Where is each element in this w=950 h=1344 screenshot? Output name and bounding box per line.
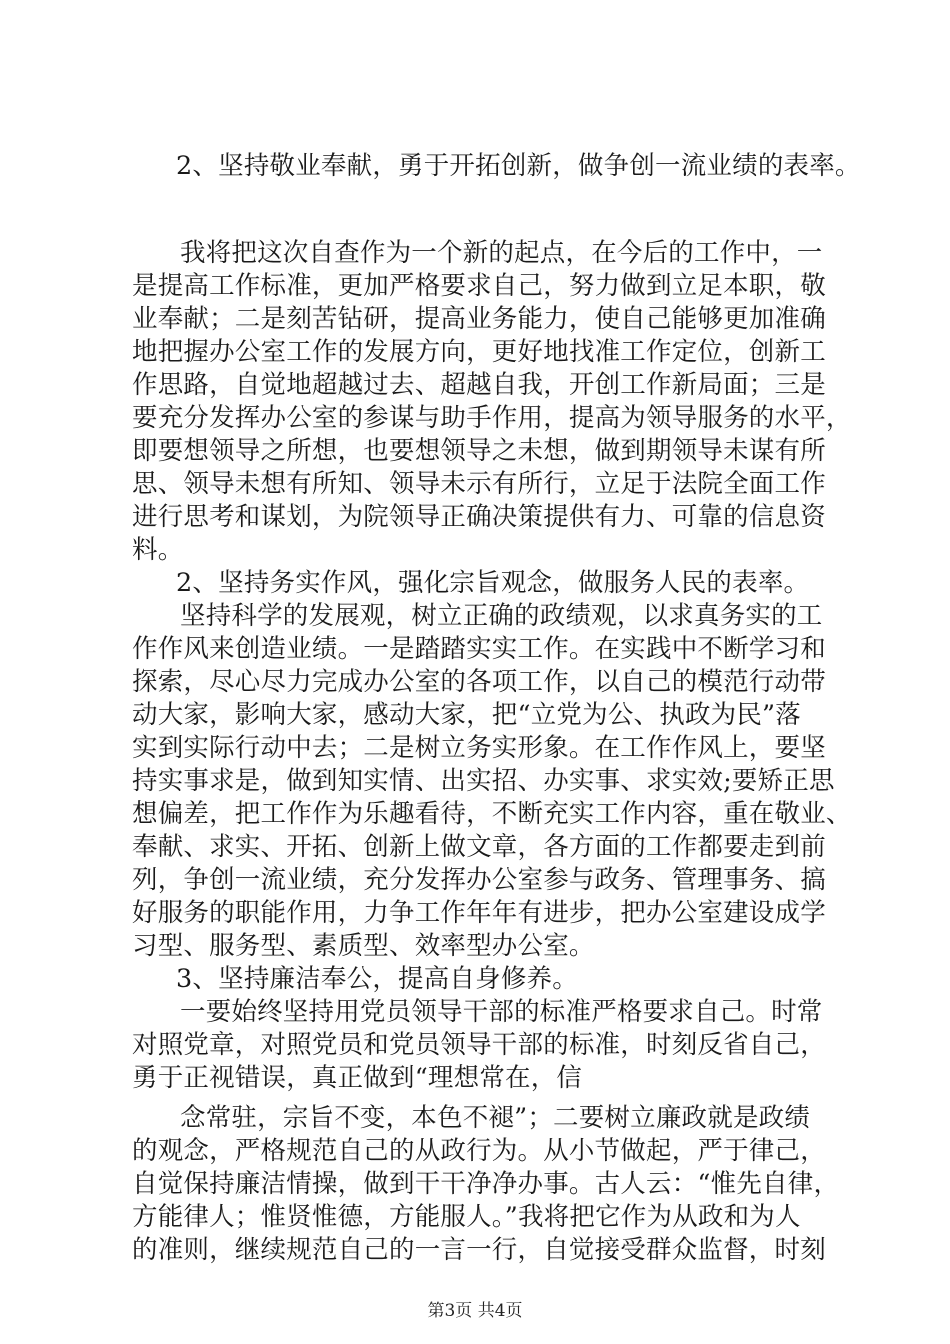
text-line: 坚持科学的发展观，树立正确的政绩观，以求真务实的工 xyxy=(180,601,823,631)
text-line: 一要始终坚持用党员领导干部的标准严格要求自己。时常 xyxy=(180,997,823,1027)
text-line: 列，争创一流业绩，充分发挥办公室参与政务、管理事务、搞 xyxy=(132,865,826,895)
text-line: 好服务的职能作用，力争工作年年有进步，把办公室建设成学 xyxy=(132,898,826,928)
text-line: 是提高工作标准，更加严格要求自己，努力做到立足本职，敬 xyxy=(132,271,826,301)
text-line: 即要想领导之所想，也要想领导之未想，做到期领导未谋有所 xyxy=(132,436,826,466)
text-line: 奉献、求实、开拓、创新上做文章，各方面的工作都要走到前 xyxy=(132,832,826,862)
text-line: 方能律人；惟贤惟德，方能服人。”我将把它作为从政和为人 xyxy=(132,1202,801,1232)
text-line: 思、领导未想有所知、领导未示有所行，立足于法院全面工作 xyxy=(132,469,826,499)
text-line: 想偏差，把工作作为乐趣看待，不断充实工作内容，重在敬业、 xyxy=(132,799,852,829)
text-line: 自觉保持廉洁情操，做到干干净净办事。古人云：“惟先自律， xyxy=(132,1169,840,1199)
section-heading: 3、坚持廉洁奉公，提高自身修养。 xyxy=(176,964,578,994)
text-line: 地把握办公室工作的发展方向，更好地找准工作定位，创新工 xyxy=(132,337,826,367)
text-line: 对照党章，对照党员和党员领导干部的标准，时刻反省自己， xyxy=(132,1030,826,1060)
text-line: 2、坚持敬业奉献，勇于开拓创新，做争创一流业绩的表率。 xyxy=(176,151,861,181)
page-number-footer: 第3页 共4页 xyxy=(427,1301,523,1321)
text-line: 习型、服务型、素质型、效率型办公室。 xyxy=(132,931,595,961)
text-line: 探索，尽心尽力完成办公室的各项工作，以自己的模范行动带 xyxy=(132,667,826,697)
text-line: 料。 xyxy=(132,535,184,565)
text-line: 动大家，影响大家，感动大家，把“立党为公、执政为民”落 xyxy=(132,700,801,730)
text-line: 勇于正视错误，真正做到“理想常在，信 xyxy=(132,1063,583,1093)
section-heading: 2、坚持务实作风，强化宗旨观念，做服务人民的表率。 xyxy=(176,568,810,598)
text-line: 业奉献；二是刻苦钻研，提高业务能力，使自己能够更加准确 xyxy=(132,304,826,334)
text-line: 作思路，自觉地超越过去、超越自我，开创工作新局面；三是 xyxy=(132,370,826,400)
text-line: 念常驻，宗旨不变，本色不褪”；二要树立廉政就是政绩 xyxy=(180,1103,811,1133)
text-line: 实到实际行动中去；二是树立务实形象。在工作作风上，要坚 xyxy=(132,733,826,763)
text-line: 进行思考和谋划，为院领导正确决策提供有力、可靠的信息资 xyxy=(132,502,826,532)
text-line: 要充分发挥办公室的参谋与助手作用，提高为领导服务的水平， xyxy=(132,403,852,433)
text-line: 作作风来创造业绩。一是踏踏实实工作。在实践中不断学习和 xyxy=(132,634,826,664)
text-line: 的准则，继续规范自己的一言一行，自觉接受群众监督，时刻 xyxy=(132,1235,826,1265)
text-line: 的观念，严格规范自己的从政行为。从小节做起，严于律己， xyxy=(132,1136,826,1166)
text-line: 持实事求是，做到知实情、出实招、办实事、求实效;要矫正思 xyxy=(132,766,835,796)
text-line: 我将把这次自查作为一个新的起点，在今后的工作中，一 xyxy=(180,238,823,268)
